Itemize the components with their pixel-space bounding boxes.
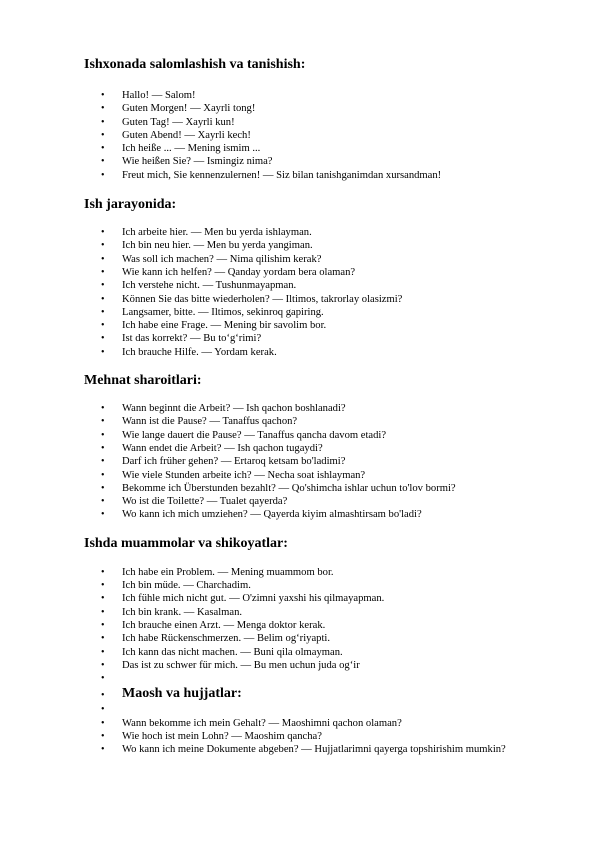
bullet-icon: • bbox=[101, 673, 105, 685]
list-item: • Freut mich, Sie kennenzulernen! — Siz bilan tanishganimdan xursandman! bbox=[101, 169, 442, 181]
bullet-icon: • bbox=[101, 346, 105, 358]
bullet-icon: • bbox=[101, 266, 105, 278]
bullet-icon: • bbox=[101, 156, 105, 168]
subheading-salary-documents: Maosh va hujjatlar: bbox=[122, 686, 242, 702]
list-item-empty bbox=[84, 672, 520, 685]
bullet-icon: • bbox=[101, 593, 105, 605]
bullet-icon: • bbox=[101, 103, 105, 115]
list-item: • Ich bin neu hier. — Men bu yerda yangiman. bbox=[101, 240, 313, 252]
list-item: • Wo kann ich mich umziehen? — Qayerda kiyim almashtirsam bo'ladi? bbox=[101, 509, 422, 521]
list-item: • Guten Abend! — Xayrli kech! bbox=[101, 129, 251, 141]
list-item: • Guten Tag! — Xayrli kun! bbox=[101, 116, 235, 128]
list-item: • Ich habe Rückenschmerzen. — Belim og‘riyapti. bbox=[101, 633, 330, 645]
bullet-icon: • bbox=[101, 129, 105, 141]
bullet-icon: • bbox=[101, 730, 105, 742]
bullet-icon: • bbox=[101, 456, 105, 468]
greetings-list bbox=[84, 89, 556, 182]
bullet-icon: • bbox=[101, 509, 105, 521]
bullet-icon: • bbox=[101, 280, 105, 292]
list-item: • Ich bin krank. — Kasalman. bbox=[101, 606, 243, 618]
section-heading-work-conditions: Mehnat sharoitlari: bbox=[84, 373, 202, 389]
list-item: • Bekomme ich Überstunden bezahlt? — Qo'shimcha ishlar uchun to'lov bormi? bbox=[101, 482, 456, 494]
bullet-icon: • bbox=[101, 293, 105, 305]
bullet-icon: • bbox=[101, 429, 105, 441]
bullet-icon: • bbox=[101, 566, 105, 578]
bullet-icon: • bbox=[101, 496, 105, 508]
list-item: • Ich habe eine Frage. — Mening bir savolim bor. bbox=[101, 320, 327, 332]
list-item: • Ich fühle mich nicht gut. — O'zimni yaxshi his qilmayapman. bbox=[101, 593, 385, 605]
bullet-icon: • bbox=[101, 580, 105, 592]
list-item: • Was soll ich machen? — Nima qilishim kerak? bbox=[101, 253, 322, 265]
bullet-icon: • bbox=[101, 469, 105, 481]
bullet-icon: • bbox=[101, 704, 105, 716]
list-item: • Ich brauche einen Arzt. — Menga doktor kerak. bbox=[101, 619, 326, 631]
bullet-icon: • bbox=[101, 646, 105, 658]
list-item: • Ich brauche Hilfe. — Yordam kerak. bbox=[101, 346, 277, 358]
bullet-icon: • bbox=[101, 482, 105, 494]
list-item: • Wann bekomme ich mein Gehalt? — Maoshimni qachon olaman? bbox=[101, 717, 402, 729]
bullet-icon: • bbox=[101, 659, 105, 671]
list-item: • Ist das korrekt? — Bu to‘g‘rimi? bbox=[101, 333, 262, 345]
list-item: • Wie hoch ist mein Lohn? — Maoshim qancha? bbox=[101, 730, 322, 742]
bullet-icon: • bbox=[101, 633, 105, 645]
bullet-icon: • bbox=[101, 619, 105, 631]
list-item: • Wo kann ich meine Dokumente abgeben? — Hujjatlarimni qayerga topshirishim mumkin? bbox=[101, 744, 506, 756]
bullet-icon: • bbox=[101, 90, 105, 101]
list-item: • Ich heiße ... — Mening ismim ... bbox=[101, 143, 261, 155]
bullet-icon: • bbox=[101, 169, 105, 181]
list-item: • Wo ist die Toilette? — Tualet qayerda? bbox=[101, 496, 288, 508]
bullet-icon: • bbox=[101, 227, 105, 239]
bullet-icon: • bbox=[101, 253, 105, 265]
list-item: • Ich verstehe nicht. — Tushunmayapman. bbox=[101, 280, 297, 292]
bullet-icon: • bbox=[101, 143, 105, 155]
list-item: • Wie viele Stunden arbeite ich? — Necha soat ishlayman? bbox=[101, 469, 366, 481]
list-item: • Ich habe ein Problem. — Mening muammom bor. bbox=[101, 566, 334, 578]
bullet-icon: • bbox=[101, 116, 105, 128]
list-item: • Wann ist die Pause? — Tanaffus qachon? bbox=[101, 416, 298, 428]
bullet-icon: • bbox=[101, 306, 105, 318]
problems-list bbox=[84, 566, 556, 757]
list-item: • Hallo! — Salom! bbox=[101, 90, 196, 101]
bullet-icon: • bbox=[101, 320, 105, 332]
bullet-icon: • bbox=[101, 442, 105, 454]
bullet-icon: • bbox=[101, 717, 105, 729]
list-item: • Wann beginnt die Arbeit? — Ish qachon boshlanadi? bbox=[101, 403, 346, 415]
bullet-icon: • bbox=[101, 744, 105, 756]
bullet-icon: • bbox=[101, 690, 105, 702]
list-item: • Ich arbeite hier. — Men bu yerda ishlayman. bbox=[101, 227, 312, 239]
list-item-subheading bbox=[84, 685, 520, 703]
bullet-icon: • bbox=[101, 240, 105, 252]
bullet-icon: • bbox=[101, 333, 105, 345]
list-item: • Ich kann das nicht machen. — Buni qila olmayman. bbox=[101, 646, 343, 658]
list-item: • Wie heißen Sie? — Ismingiz nima? bbox=[101, 156, 273, 168]
work-conditions-list bbox=[84, 402, 556, 522]
list-item: • Guten Morgen! — Xayrli tong! bbox=[101, 103, 256, 115]
work-process-list bbox=[84, 226, 556, 359]
list-item-empty bbox=[84, 703, 520, 716]
section-heading-problems: Ishda muammolar va shikoyatlar: bbox=[84, 535, 288, 551]
section-heading-greetings: Ishxonada salomlashish va tanishish: bbox=[84, 57, 306, 72]
list-item: • Wie kann ich helfen? — Qanday yordam bera olaman? bbox=[101, 266, 356, 278]
list-item: • Wie lange dauert die Pause? — Tanaffus qancha davom etadi? bbox=[101, 429, 387, 441]
bullet-icon: • bbox=[101, 416, 105, 428]
section-heading-work-process: Ish jarayonida: bbox=[84, 197, 177, 213]
list-item: • Langsamer, bitte. — Iltimos, sekinroq gapiring. bbox=[101, 306, 324, 318]
bullet-icon: • bbox=[101, 606, 105, 618]
list-item: • Das ist zu schwer für mich. — Bu men uchun juda og‘ir bbox=[101, 659, 360, 671]
bullet-icon: • bbox=[101, 403, 105, 415]
list-item: • Wann endet die Arbeit? — Ish qachon tugaydi? bbox=[101, 442, 323, 454]
list-item: • Darf ich früher gehen? — Ertaroq ketsam bo'ladimi? bbox=[101, 456, 346, 468]
list-item: • Können Sie das bitte wiederholen? — Iltimos, takrorlay olasizmi? bbox=[101, 293, 403, 305]
list-item: • Ich bin müde. — Charchadim. bbox=[101, 580, 251, 592]
